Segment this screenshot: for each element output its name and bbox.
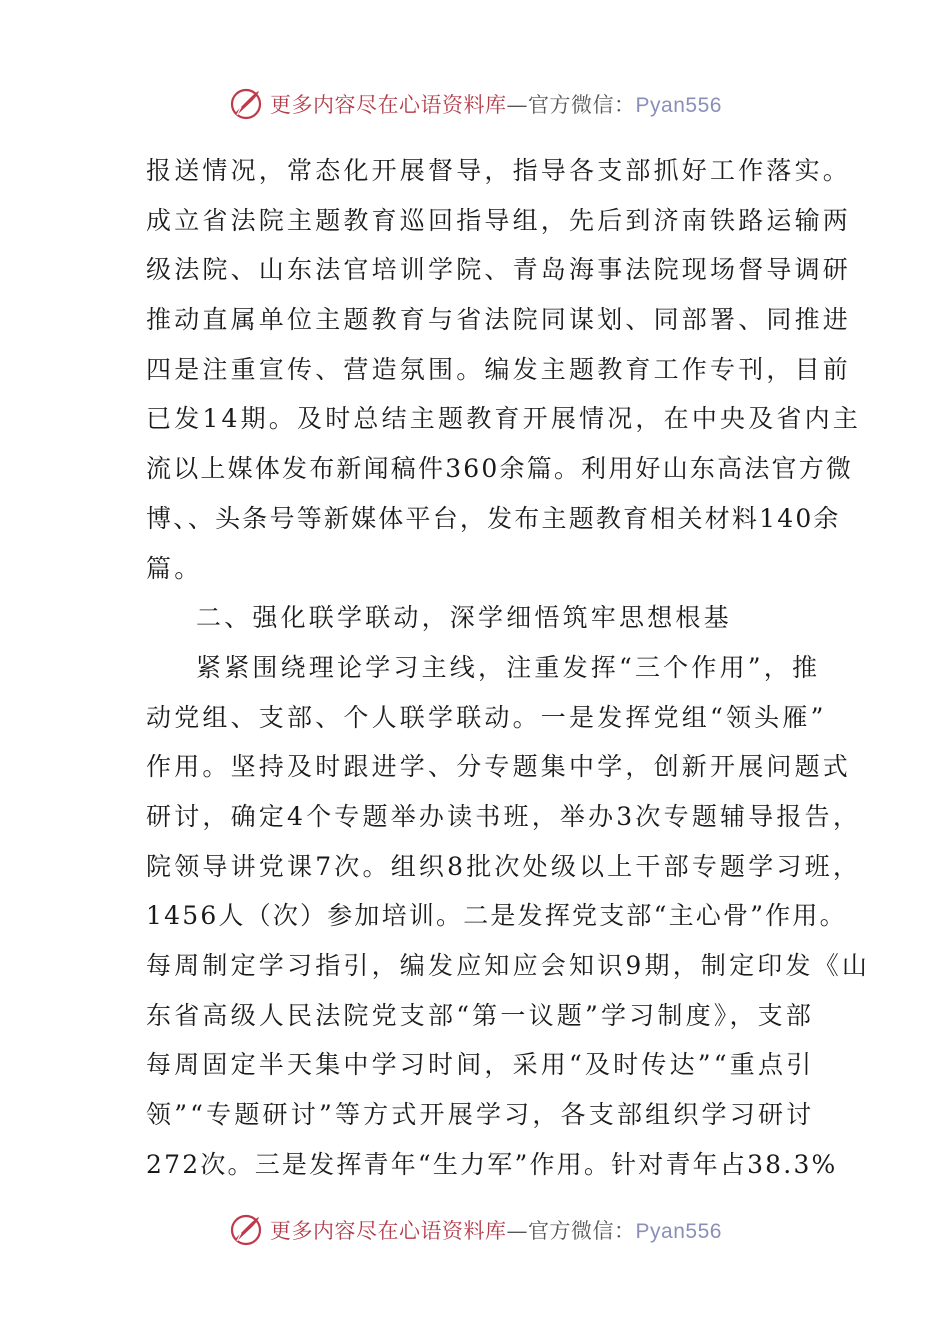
watermark-text: 更多内容尽在心语资料库—官方微信：Pyan556 bbox=[270, 93, 722, 117]
body-line: 博、、头条号等新媒体平台，发布主题教育相关材料140余 bbox=[146, 503, 841, 533]
footer-watermark bbox=[0, 1208, 950, 1252]
body-line: 院领导讲党课7次。组织8批次处级以上干部专题学习班， bbox=[146, 851, 862, 881]
body-line: 推动直属单位主题教育与省法院同谋划、同部署、同推进 bbox=[146, 305, 852, 335]
body-line: 每周制定学习指引，编发应知应会知识9期，制定印发《山 bbox=[146, 951, 871, 980]
body-line: 已发14期。及时总结主题教育开展情况，在中央及省内主 bbox=[146, 404, 862, 434]
body-line: 报送情况，常态化开展督导，指导各支部抓好工作落实。 bbox=[146, 156, 852, 185]
body-line: 研讨，确定4个专题举办读书班，举办3次专题辅导报告， bbox=[146, 801, 862, 831]
body-line: 级法院、山东法官培训学院、青岛海事法院现场督导调研 bbox=[146, 255, 852, 285]
body-line: 1456人（次）参加培训。二是发挥党支部“主心骨”作用。 bbox=[146, 901, 847, 931]
section-heading: 二、强化联学联动，深学细悟筑牢思想根基 bbox=[196, 603, 732, 633]
body-line: 成立省法院主题教育巡回指导组，先后到济南铁路运输两 bbox=[146, 205, 852, 235]
document-body bbox=[146, 146, 871, 1189]
body-line: 每周固定半天集中学习时间，采用“及时传达”“重点引 bbox=[146, 1050, 815, 1080]
body-line: 流以上媒体发布新闻稿件360余篇。利用好山东高法官方微 bbox=[146, 454, 854, 484]
body-line: 东省高级人民法院党支部“第一议题”学习制度》，支部 bbox=[146, 1000, 815, 1030]
body-line: 篇。 bbox=[146, 553, 203, 583]
header-watermark bbox=[0, 82, 950, 126]
quill-logo-icon bbox=[228, 86, 264, 122]
paragraph-first-line: 紧紧围绕理论学习主线，注重发挥“三个作用”，推 bbox=[196, 652, 821, 682]
body-line: 四是注重宣传、营造氛围。编发主题教育工作专刊，目前 bbox=[146, 354, 852, 384]
body-line: 作用。坚持及时跟进学、分专题集中学，创新开展问题式 bbox=[146, 752, 852, 782]
body-line: 领”“专题研讨”等方式开展学习，各支部组织学习研讨 bbox=[146, 1100, 815, 1130]
body-line: 动党组、支部、个人联学联动。一是发挥党组“领头雁” bbox=[146, 702, 827, 732]
body-line: 272次。三是发挥青年“生力军”作用。针对青年占38.3% bbox=[146, 1149, 838, 1179]
quill-logo-icon bbox=[228, 1212, 264, 1248]
watermark-text: 更多内容尽在心语资料库—官方微信：Pyan556 bbox=[270, 1219, 722, 1243]
